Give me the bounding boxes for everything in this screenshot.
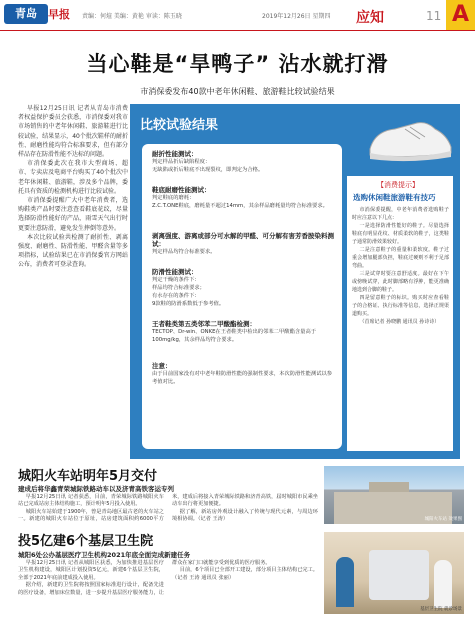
result-item-title: 剥离强度、游离或部分可水解的甲醛、可分解有害芳香胺染料测试： <box>152 232 334 248</box>
person-figure <box>336 557 354 607</box>
lead-paragraph: 本次比较试验共检测了耐折性、剥离强度、耐磨性、防滑性能、甲醛含量等多项指标，试验结果已在市消保委官方网站公布，消费者可登录查询。 <box>18 233 128 269</box>
result-item <box>152 268 334 308</box>
tip-paragraph: 市消保委提醒，中老年消费者选购鞋子时应注意以下几点： <box>352 207 449 221</box>
story3-paragraph: 目前，6个项目已全部开工建设，部分项目主体结构已完工。（记者 王涛 通讯员 张丽） <box>172 567 318 581</box>
story2-paragraph: 城阳火车站始建于1900年，曾是青岛地区最古老的火车站之一。新建的城阳火车站位于原址，站房建筑面积约6000平方米，建成后将接入青荣城际铁路和济青高铁，届时城阳市民乘坐动车出行将更加便捷。 <box>18 494 318 523</box>
newspaper-logo-suffix: 早报 <box>48 8 70 21</box>
result-item <box>152 186 334 210</box>
tip-paragraph: 二是注意鞋子的重量和柔软度。鞋子过重会增加腿部负担，鞋底过硬则不利于足部弯曲。 <box>352 247 449 269</box>
result-item <box>152 232 334 256</box>
lead-paragraph: 市消保委提醒广大中老年消费者，选购鞋类产品时要注意查看鞋底花纹，尽量选择防滑性能好的产品，雨雪天气出行时更要注意防滑，避免发生摔倒等意外。 <box>18 197 128 232</box>
story3-paragraph: 早报12月25日讯 记者从城阳区获悉，为加快推进基层医疗卫生机构建设，城阳区计划投资5亿元，新建6个基层卫生院，全部于2021年底前建成投入使用。 <box>18 560 164 581</box>
station-photo-caption: 城阳火车站 效果图 <box>424 517 462 522</box>
story2-headline: 城阳火车站明年5月交付 <box>18 469 158 484</box>
newspaper-logo: 青岛 <box>4 4 48 24</box>
result-item-title: 鞋底耐磨性能测试： <box>152 186 211 194</box>
doctor-figure <box>434 560 452 608</box>
result-item-title: 王者鞋类第五类邻苯二甲酸酯检测： <box>152 320 256 328</box>
result-item-line: 有水存在的条件下： <box>152 293 200 299</box>
result-item-line: 判定鞋底的磨耗： <box>152 195 195 201</box>
result-item-title: 防滑性能测试： <box>152 268 198 276</box>
result-item-line: TECTOP、Dr-win、ONKE在王者鞋类中检出的邻苯二甲酸酯含量高于100mg/kg，其余样品均符合要求。 <box>152 329 317 343</box>
story2-subheadline: 建成后将华鑫青荣城际铁路动车以及济青高铁客运专列 <box>18 485 174 493</box>
shoe-icon <box>365 109 455 164</box>
result-item-title: 注意： <box>152 362 172 370</box>
issue-date: 2019年12月26日 星期四 <box>262 13 331 20</box>
page-header <box>0 0 475 31</box>
station-photo <box>324 466 464 524</box>
station-roof <box>369 482 409 492</box>
tip-paragraph: 三是试穿时要注意舒适度。最好在下午或傍晚试穿，此时脚部略有浮肿，能更准确地选到合脚的鞋子。 <box>352 271 449 293</box>
story2-body <box>18 494 318 524</box>
result-item-line: 判定样品折后缺陷程度： <box>152 159 211 165</box>
editor-info: 责编：何煊 美编：黄艳 审读：陈玉晓 <box>82 13 182 20</box>
result-item <box>152 150 334 174</box>
lead-article-column <box>18 104 128 270</box>
result-item <box>152 320 334 344</box>
main-headline: 当心鞋是“旱鸭子” 沾水就打滑 <box>86 52 389 76</box>
story3-paragraph: 据介绍，新建的卫生院将按照国家标准进行设计，配备先进的医疗设备，增加床位数量，进一步提升基层医疗服务能力，让群众在家门口就能享受到优质的医疗服务。 <box>18 560 271 596</box>
main-subheadline: 市消保委发布40款中老年休闲鞋、旅游鞋比较试验结果 <box>140 87 335 96</box>
tip-heading: 选购休闲鞋旅游鞋有技巧 <box>353 193 436 202</box>
tip-text <box>352 206 449 326</box>
result-item-line: 判定干燥的条件下： <box>152 277 200 283</box>
section-name: 应知 <box>356 10 384 26</box>
medical-machine <box>369 550 429 600</box>
result-item-line: 样品均符合标准要求； <box>152 285 205 291</box>
results-card <box>142 144 342 449</box>
page-number: 11 <box>426 9 442 23</box>
result-item-title: 耐折性能测试： <box>152 150 198 158</box>
clinic-photo-caption: 基层卫生院 就诊场景 <box>420 607 462 612</box>
page-letter: A <box>446 0 475 30</box>
clinic-photo <box>324 532 464 614</box>
story3-body <box>18 560 318 597</box>
result-item-line: 判定样品均符合标准要求。 <box>152 249 216 255</box>
lead-paragraph: 早报12月25日讯 记者从青岛市消费者权益保护委员会获悉，市消保委对我市市场销售的中老年休闲鞋、旅游鞋进行比较试验，结果显示，40个批次鞋样的耐折性、耐磨性能均符合标准要求，但有部分样品存在防滑性能不达标的问题。 <box>18 105 128 159</box>
story2-paragraph: 早报12月25日讯 记者获悉，目前，青荣城际铁路城阳火车站已完成站房主体结构施工，预计明年5月投入使用。 <box>18 494 164 508</box>
result-item-line: Z.C.T.ONE鞋底，磨耗量不超过14mm，其余样品磨耗量均符合标准要求。 <box>152 203 328 209</box>
tip-byline: （首席记者 孙晓鹏 通讯员 孙诗诗） <box>359 319 440 325</box>
results-panel <box>130 104 460 459</box>
consumer-tip-card <box>347 176 453 451</box>
results-panel-title: 比较试验结果 <box>140 118 219 133</box>
result-item <box>152 362 334 386</box>
lead-paragraph: 市消保委此次在我市大型商场、超市、专卖店及电商平台购买了40个批次中老年休闲鞋、旅游鞋，涉及多个品牌，委托具有资质的检测机构进行比较试验。 <box>18 160 128 195</box>
tip-paragraph: 一是选择防滑性能好的鞋子。尽量选择鞋底有明显花纹、材质柔软的鞋子，这类鞋子通常防滑效果较好。 <box>352 223 449 245</box>
story3-subheadline: 城阳6处公办基层医疗卫生机构2021年底全面完成新建任务 <box>18 551 191 559</box>
tip-tag: 【消费提示】 <box>377 181 419 189</box>
story3-headline: 投5亿建6个基层卫生院 <box>18 534 154 549</box>
story2-paragraph: 据了解，新站房外观设计融入了传统与现代元素，与周边环境相协调。（记者 王涛） <box>172 508 318 523</box>
tip-paragraph: 四是留意鞋子的标识。购买时应查看鞋子的合格证、执行标准等信息，选择正规渠道购买。 <box>352 295 449 317</box>
result-item-line: 由于目前国家没有对中老年鞋防滑性能的强制性要求，本次防滑性能测试以参考值对比。 <box>152 371 333 385</box>
result-item-line: 无缺陷或折后鞋底不出现裂纹，即判定为合格。 <box>152 167 264 173</box>
result-item-line: 9款鞋的防滑系数低于参考值。 <box>152 301 225 307</box>
